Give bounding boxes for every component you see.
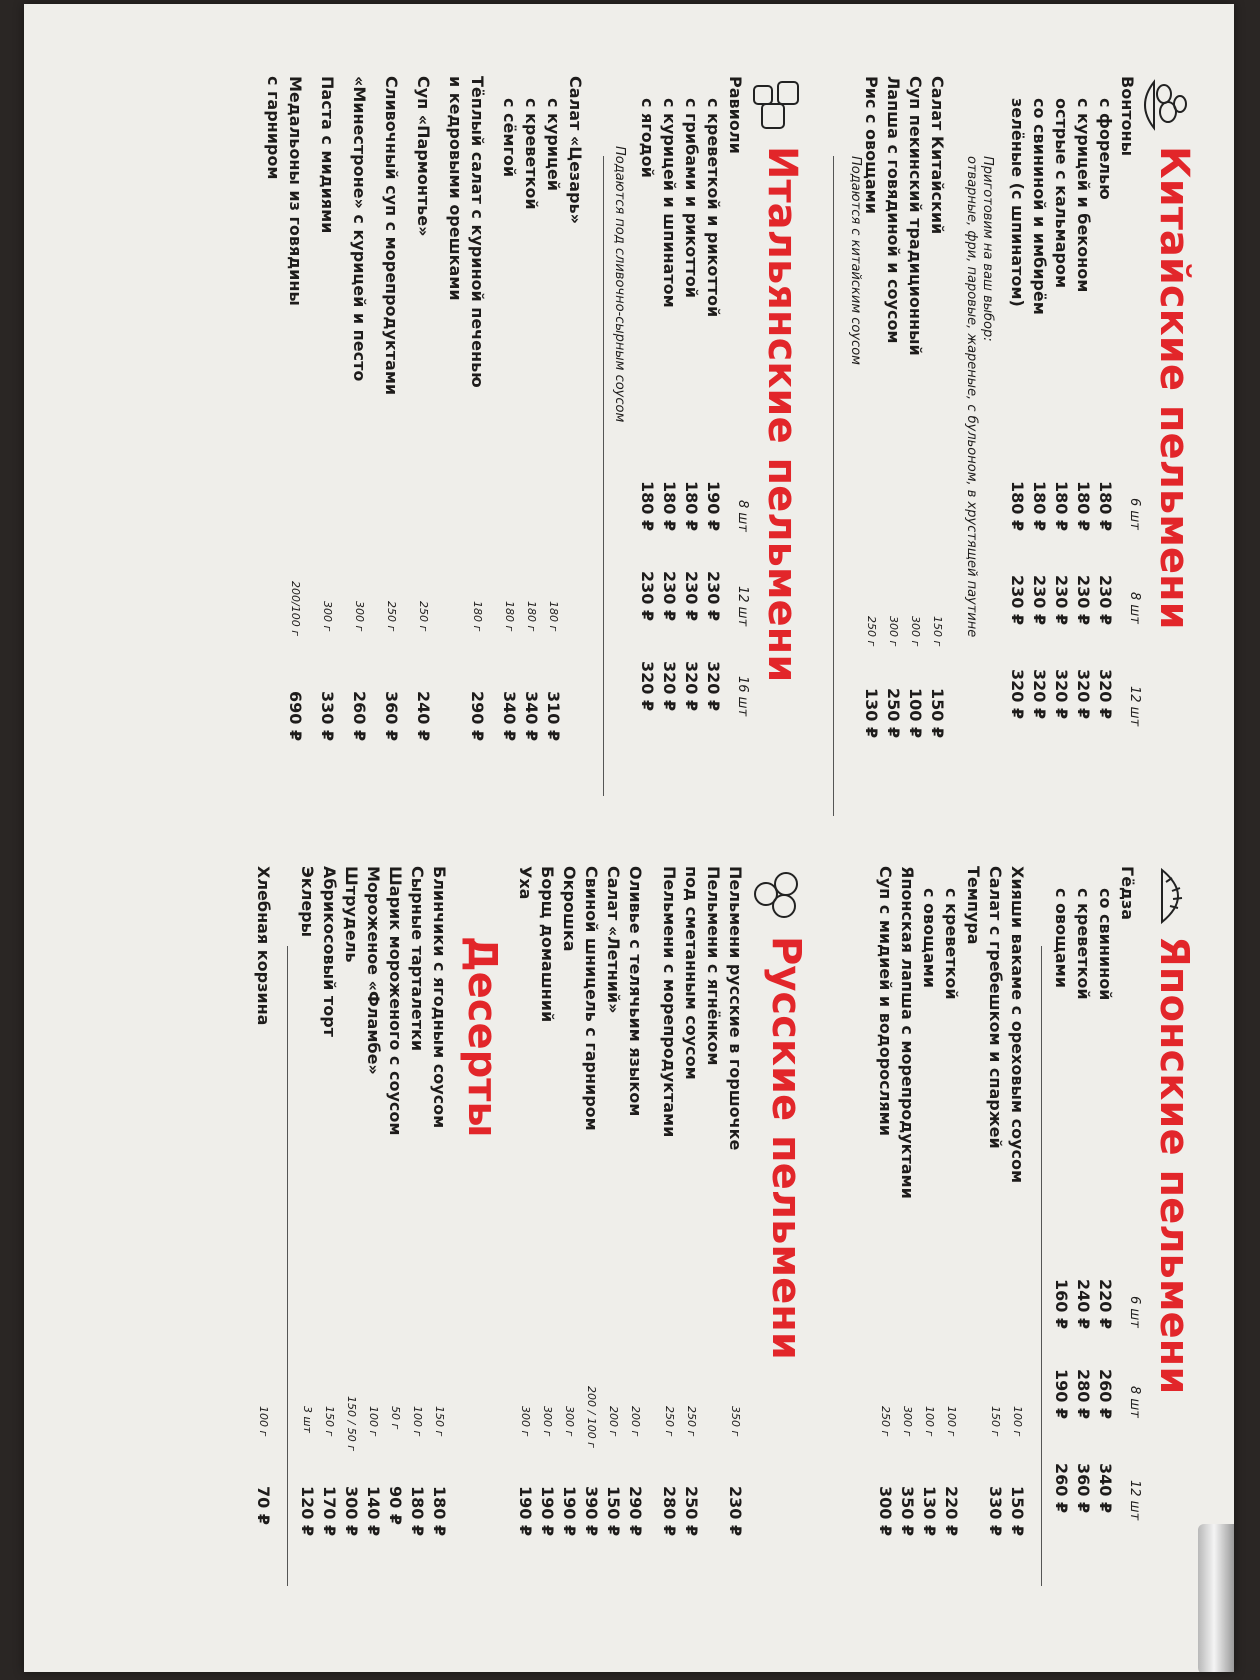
cooking-options-list: отварные, фри, паровые, жареные, с бульоном, в хрустящей паутине xyxy=(964,156,979,638)
japanese-title: Японские пельмени xyxy=(1151,936,1197,1395)
japanese-section: Японские пельмени 6 шт 8 шт 12 шт Гёдза со свининой 220 ₽ 260 ₽ 340 ₽ с креветкой 240 ₽ 280 ₽ 360 ₽ с овощами 160 ₽ 190 ₽ 260 ₽ Хияши вакаме с ореховым соусом 100 г 150 ₽ Салат с гребешком и спаржей 150 г 330 ₽ Темпура с креветкой 100 г 220 ₽ с овощами 100 г 130 ₽ Японская лапша с морепродуктами 300 г 350 ₽ Суп с мидией и водорослями 250 г 300 ₽ xyxy=(872,866,1202,1586)
divider xyxy=(1041,946,1042,1586)
japanese-col-6: 6 шт xyxy=(1127,1296,1142,1328)
cooking-options-note: Приготовим на ваш выбор: xyxy=(980,156,995,342)
chinese-sauce-footnote: Подаются с китайским соусом xyxy=(848,156,863,365)
chinese-col-6: 6 шт xyxy=(1127,498,1142,530)
desserts-section: Десерты Блинчики с ягодным соусом 150 г 180 ₽ Сырные тарталетки 100 г 180 ₽ Шарик мороженого с соусом 50 г 90 ₽ Мороженое «Фламбе» 100 г 140 ₽ Штрудель 150 / 50 г 300 ₽ Абрикосовый торт 150 г 170 ₽ Эклеры 3 шт 120 ₽ Хлебная корзина 100 г 70 ₽ xyxy=(44,866,504,1586)
ravioli-icon xyxy=(742,76,806,136)
dumpling-bowl-icon xyxy=(1132,76,1194,134)
japanese-col-12: 12 шт xyxy=(1127,1480,1142,1521)
russian-title: Русские пельмени xyxy=(763,936,809,1360)
russian-section: Русские пельмени Пельмени русские в горшочке 350 г 230 ₽ Пельмени с ягнёнком под сметанным соусом 250 г 250 ₽ Пельмени с морепродуктами 250 г 280 ₽ Оливье с телячьим языком 200 г 290 ₽ Салат «Летний» 200 г 150 ₽ Свиной шницель с гарниром 200 / 100 г 390 ₽ Окрошка 300 г 190 ₽ Борщ домашний 300 г 190 ₽ Уха 300 г 190 ₽ xyxy=(516,866,809,1537)
italian-col-16: 16 шт xyxy=(735,676,750,717)
chinese-col-8: 8 шт xyxy=(1127,592,1142,624)
italian-title: Итальянские пельмени xyxy=(759,146,805,683)
italian-col-12: 12 шт xyxy=(735,586,750,627)
italian-section: Итальянские пельмени 8 шт 12 шт 16 шт Равиоли с креветкой и рикоттой 190 ₽ 230 ₽ 320 ₽ с грибами и рикоттой 180 ₽ 230 ₽ 320 ₽ с курицей и шпинатом 180 ₽ 230 ₽ 320 ₽ с ягодой 180 ₽ 230 ₽ 320 ₽ Подаются под сливочно-сырным соусом Салат «Цезарь» с курицей 180 г 310 ₽ с креветкой 180 г 340 ₽ с сёмгой 180 г 340 ₽ Тёплый салат с куриной печенью 180 г 290 ₽ и кедровыми орешками Суп «Пармонтье» 250 г 240 ₽ Сливочный суп с морепродуктами 250 г 360 ₽ «Минестроне» с курицей и песто 300 г 260 ₽ Паста с мидиями 300 г 330 ₽ Медальоны из говядины 200/100 г 690 ₽ с гарниром xyxy=(44,76,824,796)
chinese-title: Китайские пельмени xyxy=(1151,146,1197,630)
desserts-title: Десерты xyxy=(459,936,505,1138)
italian-col-8: 8 шт xyxy=(735,500,750,532)
italian-sauce-footnote: Подаются под сливочно-сырным соусом xyxy=(612,146,627,423)
pelmeni-icon xyxy=(742,866,806,926)
chinese-col-12: 12 шт xyxy=(1127,686,1142,727)
gyoza-icon xyxy=(1144,866,1198,926)
chinese-section: Китайские пельмени 6 шт 8 шт 12 шт Вонтоны с форелью 180 ₽ 230 ₽ 320 ₽ с курицей и беконом 180 ₽ 230 ₽ 320 ₽ острые с кальмаром 180 ₽ 230 ₽ 320 ₽ со свининой и имбирём 180 ₽ 230 ₽ 320 ₽ зелёные (с шпинатом) 180 ₽ 230 ₽ 320 ₽ Приготовим на ваш выбор: отварные, фри, паровые, жареные, с бульоном, в хрустящей паутине Салат Китайский 150 г 150 ₽ Суп пекинский традиционный 300 г 100 ₽ Лапша с говядиной и соусом 300 г 250 ₽ Рис с овощами 250 г 130 ₽ xyxy=(862,76,1197,739)
divider xyxy=(603,156,604,796)
japanese-col-8: 8 шт xyxy=(1127,1386,1142,1418)
menu-sheet xyxy=(24,4,1234,1672)
divider xyxy=(287,946,288,1586)
menu-card xyxy=(34,16,1224,1656)
divider xyxy=(833,156,834,816)
